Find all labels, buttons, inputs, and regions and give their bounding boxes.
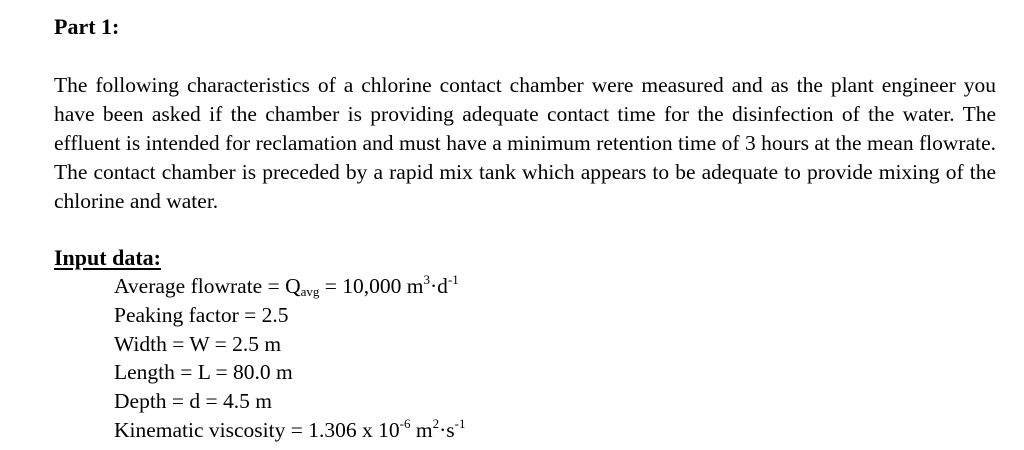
input-kinematic-viscosity [114, 416, 465, 445]
viscosity-unit: m [410, 417, 433, 442]
part-title: Part 1: [54, 14, 120, 39]
input-width: Width = W = 2.5 m [114, 331, 282, 356]
viscosity-exponent: -6 [399, 415, 411, 431]
input-data-list [114, 272, 465, 445]
flowrate-subscript: avg [300, 284, 320, 299]
input-peaking-factor: Peaking factor = 2.5 [114, 302, 289, 327]
flowrate-unit-mid: ·d [430, 274, 448, 298]
input-depth: Depth = d = 4.5 m [114, 389, 273, 414]
flowrate-label: Average flowrate = Q [114, 274, 301, 298]
input-average-flowrate [114, 272, 465, 301]
flowrate-unit-exponent-2: -1 [447, 272, 459, 287]
viscosity-unit-mid: ·s [439, 417, 455, 442]
viscosity-unit-exponent-2: -1 [454, 415, 466, 431]
problem-statement: The following characteristics of a chlorine contact chamber were measured and as the plant engineer you have been asked if the chamber is providing adequate contact time for the disinfection of the water. The effluent is intended for reclamation and must have a minimum retention time of 3 hours at the mean flowrate. The contact chamber is preceded by a rapid mix tank which appears to be adequate to provide mixing of the chlorine and water. [54, 73, 996, 213]
flowrate-unit-exponent-1: 3 [423, 272, 431, 287]
viscosity-unit-exponent-1: 2 [432, 415, 440, 431]
flowrate-value: = 10,000 m [319, 274, 424, 298]
viscosity-label: Kinematic viscosity = 1.306 x 10 [114, 417, 400, 442]
input-data-heading: Input data: [54, 245, 161, 270]
input-length: Length = L = 80.0 m [114, 360, 293, 385]
